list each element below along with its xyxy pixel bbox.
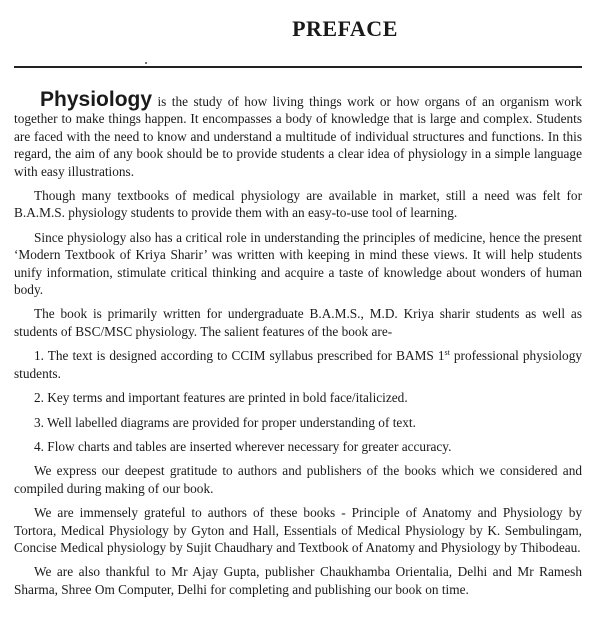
- paragraph-audience: The book is primarily written for undergraduate B.A.M.S., M.D. Kriya sharir students as well as students of BSC/MSC physiology. The salient features of the book are-: [14, 306, 582, 339]
- scan-speck: [145, 62, 147, 64]
- ordinal-suffix: st: [444, 348, 450, 358]
- title-divider: [14, 66, 582, 68]
- paragraph-gratitude: We express our deepest gratitude to authors and publishers of the books which we considered and compiled during making of our book.: [14, 463, 582, 496]
- preface-body: [14, 88, 582, 605]
- feature-item-1-text: 1. The text is designed according to CCIM syllabus prescribed for BAMS 1: [34, 348, 445, 364]
- paragraph-purpose: Since physiology also has a critical role in understanding the principles of medicine, hence the present ‘Modern Textbook of Kriya Sharir’ was written with keeping in mind these views. It will help students unify information, stimulate critical thinking and acquire a taste of knowledge about wonders of human body.: [14, 229, 582, 298]
- feature-item-3: 3. Well labelled diagrams are provided for proper understanding of text.: [34, 414, 416, 430]
- feature-item-4: 4. Flow charts and tables are inserted wherever necessary for greater accuracy.: [34, 438, 452, 454]
- paragraph-thanks: We are also thankful to Mr Ajay Gupta, publisher Chaukhamba Orientalia, Delhi and Mr Ramesh Sharma, Shree Om Computer, Delhi for completing and publishing our book on time.: [14, 564, 582, 597]
- paragraph-intro: [14, 88, 582, 180]
- paragraph-need: Though many textbooks of medical physiology are available in market, still a need was felt for B.A.M.S. physiology students to provide them with an easy-to-use tool of learning.: [14, 188, 582, 221]
- feature-item-2: 2. Key terms and important features are printed in bold face/italicized.: [34, 390, 408, 406]
- feature-item-1: [14, 347, 582, 382]
- lead-word: Physiology: [40, 88, 153, 111]
- feature-item-1-tail: professional physiology students.: [14, 348, 582, 381]
- paragraph-intro-text: is the study of how living things work or how organs of an organism work together to make things happen. It encompasses a body of knowledge that is large and complex. Students are faced with the need to know and understand a multitude of individual structures and functions. In this regard, the aim of any book should be to provide students a clear idea of physiology in a simple language with easy illustrations.: [14, 94, 582, 179]
- page-title: PREFACE: [292, 16, 398, 41]
- paragraph-authors: We are immensely grateful to authors of these books - Principle of Anatomy and Physiology by Tortora, Medical Physiology by Gyton and Hall, Essentials of Medical Physiology by K. Sembulingam, Concise Medical physiology by Sujit Chaudhary and Textbook of Anatomy and Physiology by Thibodeau.: [14, 505, 582, 555]
